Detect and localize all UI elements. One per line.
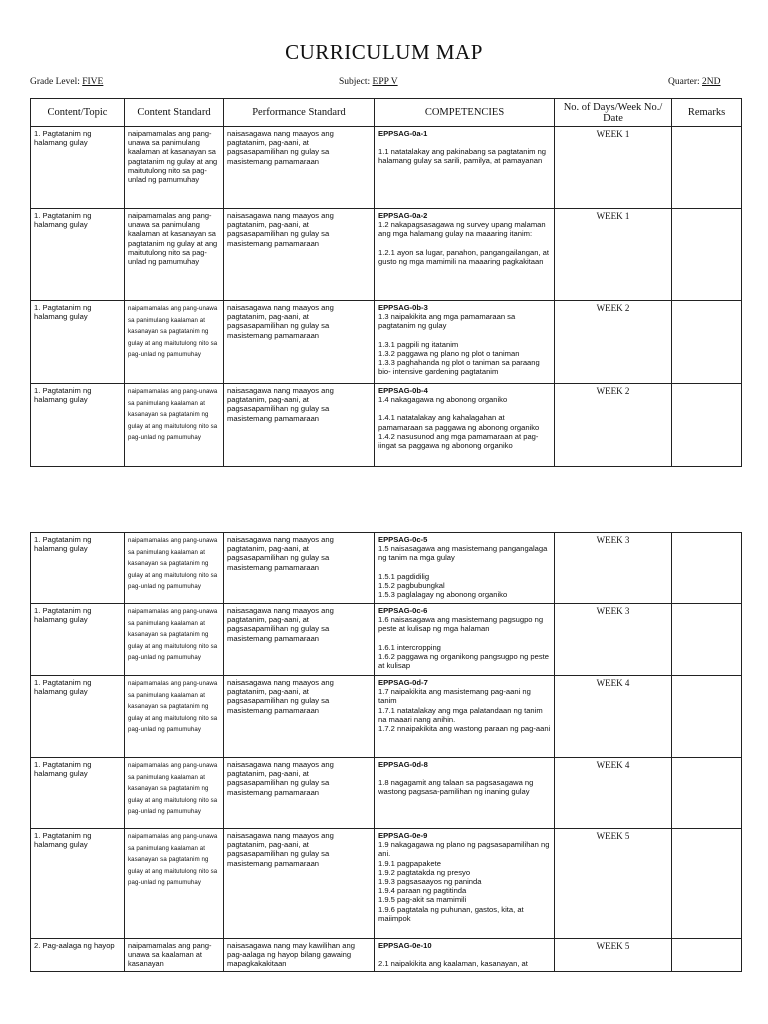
remarks-cell — [672, 127, 742, 209]
competency-spacer — [378, 239, 551, 248]
competency-code: EPPSAG-0e-10 — [378, 941, 432, 950]
competency-item: 1.3.3 paghahanda ng plot o taniman sa paraang bio- intensive gardening pagtatanim — [378, 358, 540, 377]
competency-code: EPPSAG-0d-8 — [378, 760, 428, 769]
content-standard-cell: naipamamalas ang pang-unawa sa panimulang kaalaman at kasanayan sa pagtatanim ng gulay at ang maitutulong nito sa pag-unlad ng pamumuhay — [125, 384, 224, 467]
competency-spacer — [378, 769, 551, 778]
competency-spacer — [378, 404, 551, 413]
competencies-cell — [375, 127, 555, 209]
competencies-cell — [375, 384, 555, 467]
quarter — [668, 77, 721, 87]
subject-label: Subject: — [339, 77, 371, 87]
week-cell: WEEK 4 — [555, 758, 672, 829]
competency-item: 1.7.1 natatalakay ang mga palatandaan ng tanim na maaari nang anihin. — [378, 705, 543, 724]
remarks-cell — [672, 829, 742, 939]
competency-code: EPPSAG-0c-5 — [378, 535, 428, 544]
competency-code: EPPSAG-0d-7 — [378, 678, 428, 687]
table-row — [31, 676, 742, 758]
week-cell: WEEK 2 — [555, 384, 672, 467]
content-standard-cell: naipamamalas ang pang-unawa sa panimulang kaalaman at kasanayan sa pagtatanim ng gulay at ang maitutulong nito sa pag-unlad ng pamumuhay — [125, 604, 224, 676]
header-competencies: COMPETENCIES — [375, 99, 555, 127]
header-content-standard: Content Standard — [125, 99, 224, 127]
content-topic-cell: 1. Pagtatanim ng halamang gulay — [31, 533, 125, 604]
content-topic-cell: 1. Pagtatanim ng halamang gulay — [31, 676, 125, 758]
content-topic-cell: 1. Pagtatanim ng halamang gulay — [31, 604, 125, 676]
remarks-cell — [672, 384, 742, 467]
competency-code: EPPSAG-0e-9 — [378, 831, 428, 840]
competency-code: EPPSAG-0a-1 — [378, 129, 428, 138]
content-topic-cell: 1. Pagtatanim ng halamang gulay — [31, 127, 125, 209]
header-remarks: Remarks — [672, 99, 742, 127]
week-cell: WEEK 5 — [555, 829, 672, 939]
quarter-value: 2ND — [702, 77, 721, 87]
remarks-cell — [672, 533, 742, 604]
competency-item: 1.5 naisasagawa ang masistemang pangangalaga ng tanim na mga gulay — [378, 544, 548, 563]
content-topic-cell: 2. Pag-aalaga ng hayop — [31, 939, 125, 972]
competency-item: 1.9.3 pagsasaayos ng paninda — [378, 877, 482, 887]
table-row — [31, 758, 742, 829]
competency-item: 1.2.1 ayon sa lugar, panahon, pangangailangan, at gusto ng mga mamimili na maaaring pagkakitaan — [378, 247, 550, 266]
competency-item: 1.8 nagagamit ang talaan sa pagsasagawa ng wastong pagsasa-pamilihan ng inaning gulay — [378, 778, 534, 797]
table-row — [31, 939, 742, 972]
subject-value: EPP V — [372, 77, 398, 87]
competencies-cell — [375, 301, 555, 384]
content-topic-cell: 1. Pagtatanim ng halamang gulay — [31, 209, 125, 301]
competencies-cell — [375, 533, 555, 604]
curriculum-table-page-1 — [30, 98, 742, 467]
content-standard-cell: naipamamalas ang pang-unawa sa panimulang kaalaman at kasanayan sa pagtatanim ng gulay at ang maitutulong nito sa pag-unlad ng pamumuhay — [125, 758, 224, 829]
competency-item: 1.9 nakagagawa ng plano ng pagsasapamilihan ng ani. — [378, 840, 550, 859]
performance-standard-cell: naisasagawa nang maayos ang pagtatanim, pag-aani, at pagsasapamilihan ng gulay sa masistemang pamamaraan — [224, 829, 375, 939]
performance-standard-cell: naisasagawa nang maayos ang pagtatanim, pag-aani, at pagsasapamilihan ng gulay sa masistemang pamamaraan — [224, 301, 375, 384]
content-standard-cell: naipamamalas ang pang-unawa sa panimulang kaalaman at kasanayan sa pagtatanim ng gulay at ang maitutulong nito sa pag-unlad ng pamumuhay — [125, 533, 224, 604]
competency-code: EPPSAG-0b-4 — [378, 386, 428, 395]
grade-level-value: FIVE — [82, 77, 104, 87]
performance-standard-cell: naisasagawa nang may kawilihan ang pag-aalaga ng hayop bilang gawaing mapagkakakitaan — [224, 939, 375, 972]
competency-item: 2.1 naipakikita ang kaalaman, kasanayan, at — [378, 959, 528, 969]
subject — [339, 77, 398, 87]
content-topic-cell: 1. Pagtatanim ng halamang gulay — [31, 301, 125, 384]
competency-item: 1.4 nakagagawa ng abonong organiko — [378, 395, 508, 405]
competency-spacer — [378, 634, 551, 643]
week-cell: WEEK 5 — [555, 939, 672, 972]
competency-spacer — [378, 950, 551, 959]
competency-item: 1.2 nakapagsasagawa ng survey upang malaman ang mga halamang gulay na maaaring itanim: — [378, 220, 546, 239]
competency-code: EPPSAG-0b-3 — [378, 303, 428, 312]
competencies-cell — [375, 939, 555, 972]
week-cell: WEEK 2 — [555, 301, 672, 384]
week-cell: WEEK 1 — [555, 127, 672, 209]
remarks-cell — [672, 301, 742, 384]
competency-item: 1.9.5 pag-akit sa mamimili — [378, 895, 467, 905]
competency-spacer — [378, 563, 551, 572]
table-row — [31, 127, 742, 209]
grade-level — [30, 77, 103, 87]
competency-item: 1.9.1 pagpapakete — [378, 858, 441, 868]
grade-level-label: Grade Level: — [30, 77, 80, 87]
header-performance-standard: Performance Standard — [224, 99, 375, 127]
remarks-cell — [672, 758, 742, 829]
performance-standard-cell: naisasagawa nang maayos ang pagtatanim, pag-aani, at pagsasapamilihan ng gulay sa masistemang pamamaraan — [224, 758, 375, 829]
competency-item: 1.3 naipakikita ang mga pamamaraan sa pagtatanim ng gulay — [378, 312, 516, 331]
page-title: CURRICULUM MAP — [285, 40, 483, 64]
content-standard-cell: naipamamalas ang pang-unawa sa panimulang kaalaman at kasanayan sa pagtatanim ng gulay at ang maitutulong nito sa pag-unlad ng pamumuhay — [125, 301, 224, 384]
content-standard-cell: naipamamalas ang pang-unawa sa panimulang kaalaman at kasanayan sa pagtatanim ng gulay at ang maitutulong nito sa pag-unlad ng pamumuhay — [125, 209, 224, 301]
competencies-cell — [375, 604, 555, 676]
remarks-cell — [672, 604, 742, 676]
week-cell: WEEK 1 — [555, 209, 672, 301]
performance-standard-cell: naisasagawa nang maayos ang pagtatanim, pag-aani, at pagsasapamilihan ng gulay sa masistemang pamamaraan — [224, 604, 375, 676]
content-topic-cell: 1. Pagtatanim ng halamang gulay — [31, 758, 125, 829]
content-standard-cell: naipamamalas ang pang-unawa sa panimulang kaalaman at kasanayan sa pagtatanim ng gulay at ang maitutulong nito sa pag-unlad ng pamumuhay — [125, 127, 224, 209]
remarks-cell — [672, 939, 742, 972]
competency-item: 1.5.1 pagdidilig — [378, 571, 430, 581]
week-cell: WEEK 3 — [555, 604, 672, 676]
table-row — [31, 384, 742, 467]
remarks-cell — [672, 676, 742, 758]
competencies-cell — [375, 829, 555, 939]
competency-item: 1.3.2 paggawa ng plano ng plot o taniman — [378, 348, 520, 358]
quarter-label: Quarter: — [668, 77, 700, 87]
competency-item: 1.7 naipakikita ang masistemang pag-aani ng tanim — [378, 687, 531, 706]
competency-item: 1.6.1 intercropping — [378, 642, 441, 652]
competency-item: 1.3.1 pagpili ng itatanim — [378, 339, 459, 349]
content-standard-cell: naipamamalas ang pang-unawa sa panimulang kaalaman at kasanayan sa pagtatanim ng gulay at ang maitutulong nito sa pag-unlad ng pamumuhay — [125, 829, 224, 939]
performance-standard-cell: naisasagawa nang maayos ang pagtatanim, pag-aani, at pagsasapamilihan ng gulay sa masistemang pamamaraan — [224, 533, 375, 604]
table-row — [31, 533, 742, 604]
performance-standard-cell: naisasagawa nang maayos ang pagtatanim, pag-aani, at pagsasapamilihan ng gulay sa masistemang pamamaraan — [224, 384, 375, 467]
table-row — [31, 604, 742, 676]
competency-item: 1.5.2 pagbubungkal — [378, 580, 445, 590]
content-standard-cell: naipamamalas ang pang-unawa sa kaalaman at kasanayan — [125, 939, 224, 972]
competency-item: 1.9.2 pagtatakda ng presyo — [378, 867, 471, 877]
competency-item: 1.4.2 nasusunod ang mga pamamaraan at pag-iingat sa paggawa ng abonong organiko — [378, 431, 539, 451]
content-topic-cell: 1. Pagtatanim ng halamang gulay — [31, 829, 125, 939]
competencies-cell — [375, 676, 555, 758]
content-standard-cell: naipamamalas ang pang-unawa sa panimulang kaalaman at kasanayan sa pagtatanim ng gulay at ang maitutulong nito sa pag-unlad ng pamumuhay — [125, 676, 224, 758]
table-row — [31, 209, 742, 301]
competency-item: 1.9.4 paraan ng pagtitinda — [378, 886, 467, 896]
competency-item: 1.1 natatalakay ang pakinabang sa pagtatanim ng halamang gulay sa sarili, pamilya, at pamayanan — [378, 147, 547, 166]
content-topic-cell: 1. Pagtatanim ng halamang gulay — [31, 384, 125, 467]
competency-item: 1.9.6 pagtatala ng puhunan, gastos, kita, at maiimpok — [378, 904, 524, 923]
competency-code: EPPSAG-0c-6 — [378, 606, 428, 615]
curriculum-table-page-2 — [30, 532, 742, 972]
competency-item: 1.6.2 paggawa ng organikong pangsugpo ng peste at kulisap — [378, 651, 550, 671]
performance-standard-cell: naisasagawa nang maayos ang pagtatanim, pag-aani, at pagsasapamilihan ng gulay sa masistemang pamamaraan — [224, 127, 375, 209]
week-cell: WEEK 3 — [555, 533, 672, 604]
competency-spacer — [378, 138, 551, 147]
competency-item: 1.7.2 nnaipakikita ang wastong paraan ng pag-aani — [378, 724, 551, 734]
remarks-cell — [672, 209, 742, 301]
header-content-topic: Content/Topic — [31, 99, 125, 127]
performance-standard-cell: naisasagawa nang maayos ang pagtatanim, pag-aani, at pagsasapamilihan ng gulay sa masistemang pamamaraan — [224, 209, 375, 301]
table-row — [31, 301, 742, 384]
competency-item: 1.5.3 paglalagay ng abonong organiko — [378, 590, 508, 600]
competencies-cell — [375, 758, 555, 829]
competency-item: 1.4.1 natatalakay ang kahalagahan at pamamaraan sa paggawa ng abonong organiko — [378, 413, 540, 432]
competency-spacer — [378, 331, 551, 340]
header-days-week: No. of Days/Week No./ Date — [555, 99, 672, 127]
table-row — [31, 829, 742, 939]
competency-code: EPPSAG-0a-2 — [378, 211, 428, 220]
performance-standard-cell: naisasagawa nang maayos ang pagtatanim, pag-aani, at pagsasapamilihan ng gulay sa masistemang pamamaraan — [224, 676, 375, 758]
week-cell: WEEK 4 — [555, 676, 672, 758]
competencies-cell — [375, 209, 555, 301]
competency-item: 1.6 naisasagawa ang masistemang pagsugpo ng peste at kulisap ng mga halaman — [378, 615, 544, 634]
